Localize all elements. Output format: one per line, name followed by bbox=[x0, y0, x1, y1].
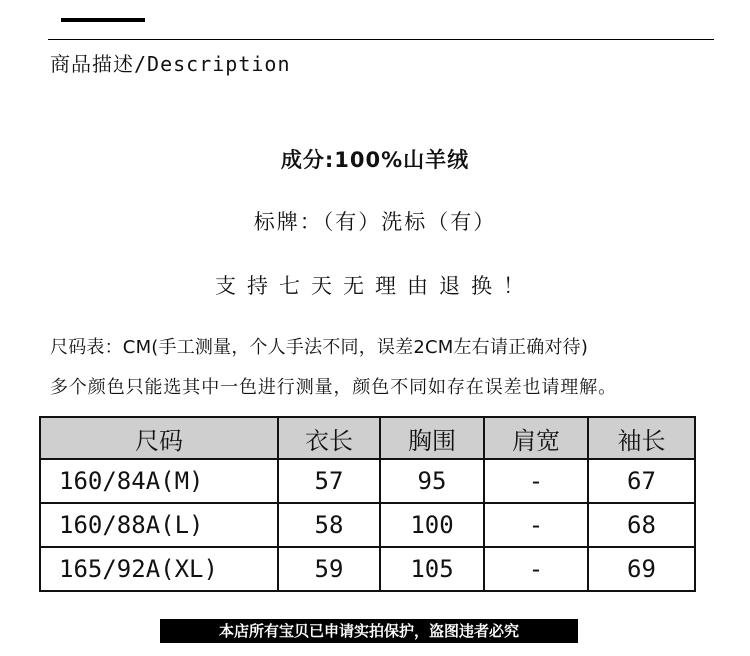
size-cell: 165/92A(XL) bbox=[40, 547, 278, 591]
length-cell: 59 bbox=[278, 547, 380, 591]
header-shoulder: 肩宽 bbox=[484, 417, 588, 459]
color-note: 多个颜色只能选其中一色进行测量，颜色不同如存在误差也请理解。 bbox=[50, 377, 617, 398]
measurement-note: 尺码表：CM(手工测量，个人手法不同，误差2CM左右请正确对待) bbox=[50, 337, 589, 358]
sleeve-cell: 68 bbox=[588, 503, 695, 547]
header-sleeve: 袖长 bbox=[588, 417, 695, 459]
accent-bar bbox=[61, 18, 145, 22]
sleeve-cell: 69 bbox=[588, 547, 695, 591]
table-row bbox=[40, 459, 695, 503]
chest-cell: 95 bbox=[380, 459, 484, 503]
chest-cell: 105 bbox=[380, 547, 484, 591]
header-length: 衣长 bbox=[278, 417, 380, 459]
table-row bbox=[40, 547, 695, 591]
shoulder-cell: - bbox=[484, 503, 588, 547]
shoulder-cell: - bbox=[484, 459, 588, 503]
tags-text: 标牌：（有）洗标（有） bbox=[253, 210, 497, 234]
shoulder-cell: - bbox=[484, 547, 588, 591]
copyright-notice: 本店所有宝贝已申请实拍保护，盗图违者必究 bbox=[160, 619, 578, 643]
length-cell: 58 bbox=[278, 503, 380, 547]
chest-cell: 100 bbox=[380, 503, 484, 547]
table-header-row bbox=[40, 417, 695, 459]
sleeve-cell: 67 bbox=[588, 459, 695, 503]
table-row bbox=[40, 503, 695, 547]
length-cell: 57 bbox=[278, 459, 380, 503]
size-table bbox=[39, 416, 696, 592]
size-cell: 160/84A(M) bbox=[40, 459, 278, 503]
header-size: 尺码 bbox=[40, 417, 278, 459]
composition-text: 成分:100%山羊绒 bbox=[280, 148, 470, 172]
header-chest: 胸围 bbox=[380, 417, 484, 459]
section-title: 商品描述/Description bbox=[50, 52, 291, 76]
return-policy-text: 支持七天无理由退换！ bbox=[215, 274, 535, 298]
divider-line bbox=[48, 39, 714, 40]
size-cell: 160/88A(L) bbox=[40, 503, 278, 547]
